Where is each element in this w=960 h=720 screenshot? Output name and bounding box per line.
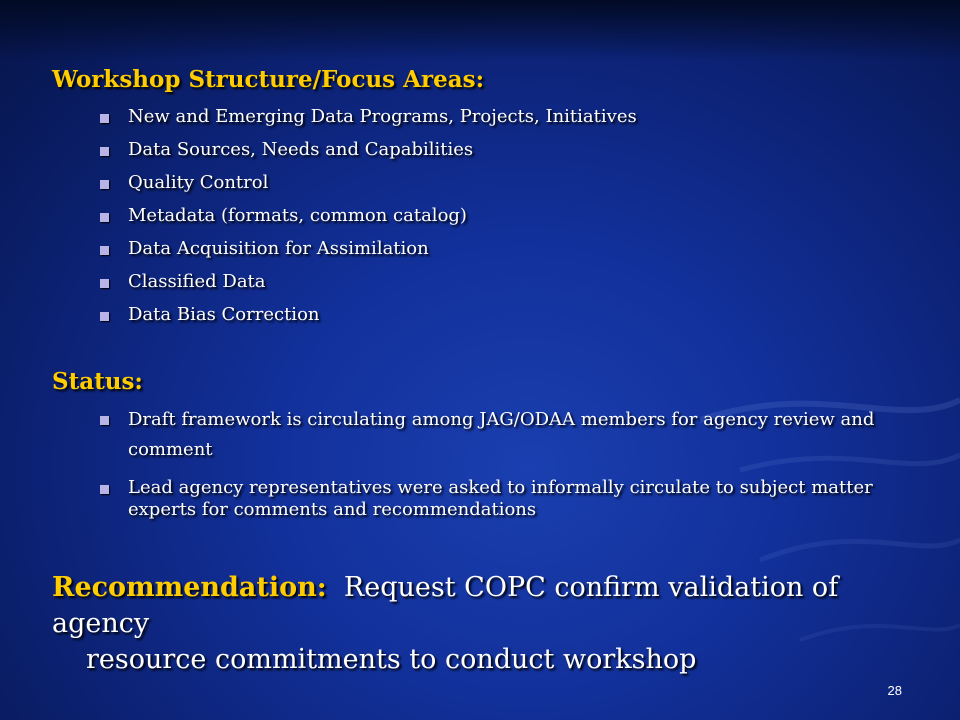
list-item xyxy=(100,405,890,465)
square-bullet-icon xyxy=(100,312,109,321)
list-item xyxy=(100,304,880,326)
list-item xyxy=(100,271,880,293)
list-item xyxy=(100,477,890,521)
square-bullet-icon xyxy=(100,114,109,123)
square-bullet-icon xyxy=(100,147,109,156)
list-item xyxy=(100,106,880,128)
list-item-text: New and Emerging Data Programs, Projects, Initiatives xyxy=(128,106,637,127)
list-item-text: Data Acquisition for Assimilation xyxy=(128,238,429,259)
list-item-text: Draft framework is circulating among JAG/ODAA members for agency review and comment xyxy=(128,409,875,460)
list-item-text: Data Sources, Needs and Capabilities xyxy=(128,139,474,160)
focus-areas-list xyxy=(100,106,880,337)
list-item xyxy=(100,238,880,260)
square-bullet-icon xyxy=(100,213,109,222)
square-bullet-icon xyxy=(100,416,109,425)
recommendation-text-line1: Request COPC confirm validation of agency xyxy=(52,572,839,639)
status-list xyxy=(100,405,890,521)
list-item-text: Metadata (formats, common catalog) xyxy=(128,205,467,226)
list-item xyxy=(100,139,880,161)
list-item xyxy=(100,172,880,194)
list-item-text: Data Bias Correction xyxy=(128,304,320,325)
square-bullet-icon xyxy=(100,279,109,288)
status-heading: Status: xyxy=(52,368,143,395)
list-item xyxy=(100,205,880,227)
list-item-text: Quality Control xyxy=(128,172,269,193)
square-bullet-icon xyxy=(100,180,109,189)
square-bullet-icon xyxy=(100,246,109,255)
square-bullet-icon xyxy=(100,485,109,494)
focus-areas-heading: Workshop Structure/Focus Areas: xyxy=(52,66,485,93)
recommendation-text-line2: resource commitments to conduct workshop xyxy=(86,644,697,675)
recommendation-label: Recommendation: xyxy=(52,572,327,603)
list-item-text: Classified Data xyxy=(128,271,266,292)
list-item-text: Lead agency representatives were asked to informally circulate to subject matter experts for comments and recommendations xyxy=(128,477,873,520)
recommendation-paragraph xyxy=(52,570,912,678)
page-number: 28 xyxy=(887,683,902,698)
